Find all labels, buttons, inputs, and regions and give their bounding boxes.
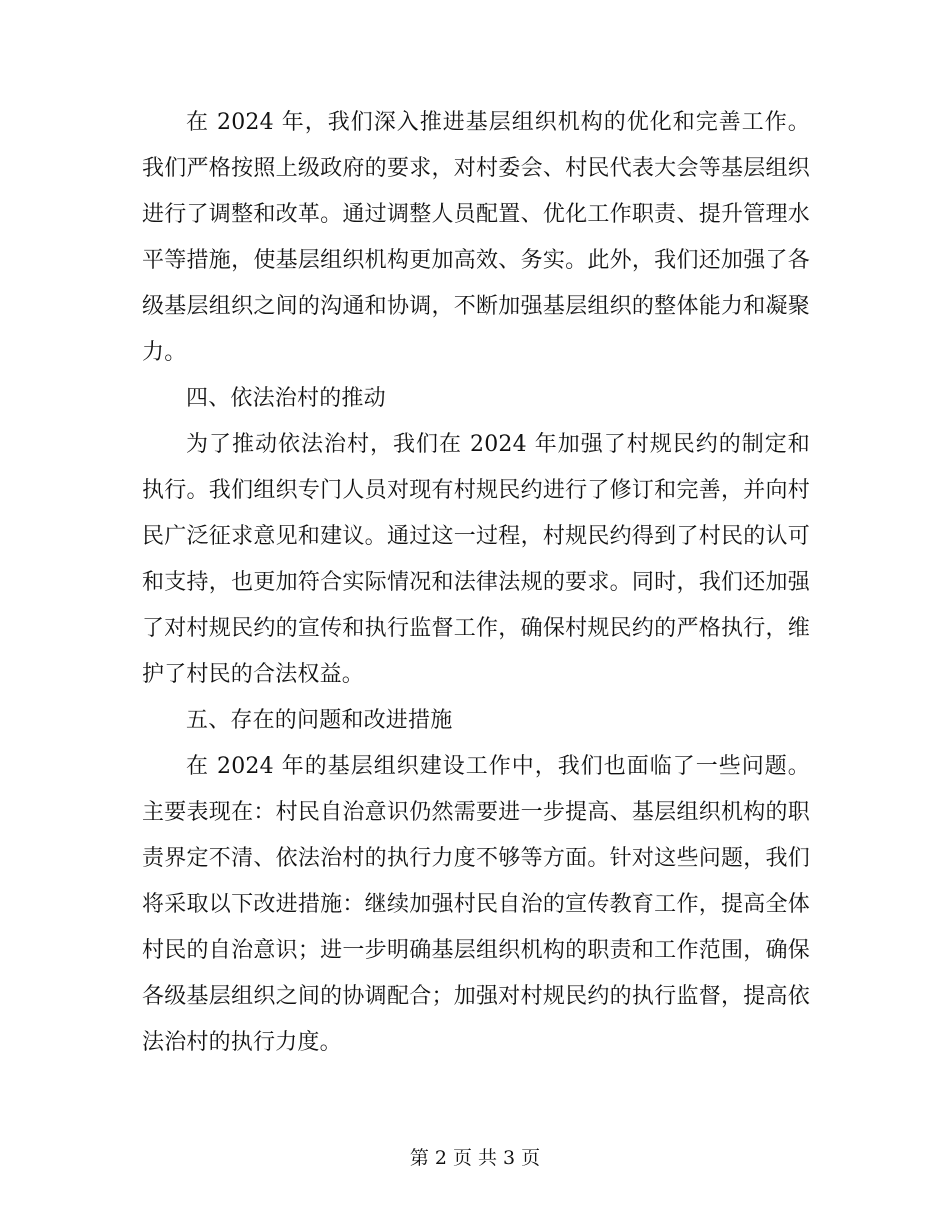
page-footer: 第 2 页 共 3 页 <box>409 1147 541 1169</box>
paragraph-rule-of-law: 为了推动依法治村，我们在 2024 年加强了村规民约的制定和执行。我们组织专门人员对现有村规民约进行了修订和完善，并向村民广泛征求意见和建议。通过这一过程，村规民约得到了村民的认可和支持，也更加符合实际情况和法律法规的要求。同时，我们还加强了对村规民约的宣传和执行监督工作，确保村规民约的严格执行，维护了村民的合法权益。 <box>142 432 810 687</box>
section-heading-rule-of-law: 四、依法治村的推动 <box>186 386 386 411</box>
section-heading-problems-improvements: 五、存在的问题和改进措施 <box>186 708 453 733</box>
document-body <box>142 100 810 1066</box>
paragraph-problems-improvements: 在 2024 年的基层组织建设工作中，我们也面临了一些问题。主要表现在：村民自治意识仍然需要进一步提高、基层组织机构的职责界定不清、依法治村的执行力度不够等方面。针对这些问题，我们将采取以下改进措施：继续加强村民自治的宣传教育工作，提高全体村民的自治意识；进一步明确基层组织机构的职责和工作范围，确保各级基层组织之间的协调配合；加强对村规民约的执行监督，提高依法治村的执行力度。 <box>142 754 810 1055</box>
paragraph-grassroots-organization: 在 2024 年，我们深入推进基层组织机构的优化和完善工作。我们严格按照上级政府的要求，对村委会、村民代表大会等基层组织进行了调整和改革。通过调整人员配置、优化工作职责、提升管理水平等措施，使基层组织机构更加高效、务实。此外，我们还加强了各级基层组织之间的沟通和协调，不断加强基层组织的整体能力和凝聚力。 <box>142 110 810 365</box>
